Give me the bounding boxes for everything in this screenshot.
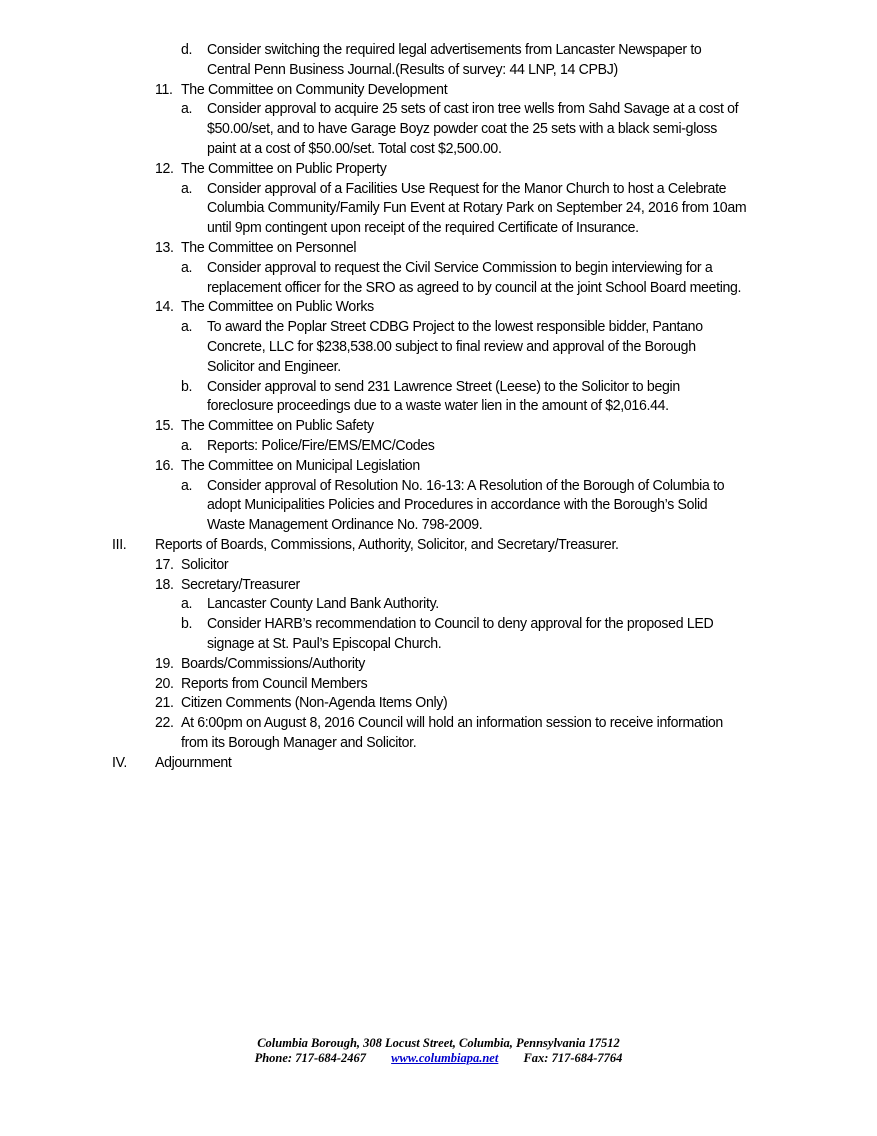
agenda-item-marker: 20. (154, 674, 174, 692)
agenda-item-text (207, 179, 746, 238)
agenda-item-text (207, 317, 703, 376)
agenda-item-line: Secretary/Treasurer (180, 575, 300, 593)
agenda-item-text (207, 40, 701, 80)
agenda-item-line: The Committee on Public Safety (180, 417, 374, 435)
agenda-item-text (181, 238, 356, 258)
agenda-item-text (181, 693, 447, 713)
agenda-item-line: Consider HARB’s recommendation to Council to deny approval for the proposed LED (206, 615, 714, 633)
agenda-item-text (181, 555, 228, 575)
agenda-item-marker: b. (180, 377, 193, 395)
agenda-item-line: Adjournment (154, 753, 232, 771)
agenda-item-line: Solicitor and Engineer. (206, 357, 341, 375)
agenda-item-marker: 18. (154, 575, 174, 593)
agenda-item-text (181, 713, 723, 753)
agenda-item-marker: 13. (154, 239, 174, 256)
agenda-item-marker: III. (111, 536, 127, 553)
agenda-item-marker: 21. (154, 694, 174, 712)
agenda-item-text (207, 614, 713, 654)
agenda-item-marker: a. (180, 595, 193, 613)
agenda-item-line: Reports: Police/Fire/EMS/EMC/Codes (206, 437, 435, 454)
agenda-item-line: Reports of Boards, Commissions, Authority, Solicitor, and Secretary/Treasurer. (154, 536, 619, 553)
agenda-item-line: Consider approval of Resolution No. 16-13: A Resolution of the Borough of Columbia to (206, 476, 725, 494)
agenda-item-line: At 6:00pm on August 8, 2016 Council will hold an information session to receive information (180, 714, 723, 732)
agenda-item-line: foreclosure proceedings due to a waste water lien in the amount of $2,016.44. (206, 397, 669, 415)
footer-contact (0, 1051, 877, 1066)
agenda-item-text (181, 654, 365, 674)
agenda-item-line: Boards/Commissions/Authority (180, 654, 365, 672)
agenda-item-line: Consider approval of a Facilities Use Request for the Manor Church to host a Celebrate (206, 179, 727, 197)
agenda-item-line: from its Borough Manager and Solicitor. (180, 733, 417, 751)
agenda-item-marker: a. (180, 437, 193, 454)
agenda-item-line: The Committee on Municipal Legislation (180, 456, 420, 474)
agenda-item-line: To award the Poplar Street CDBG Project to the lowest responsible bidder, Pantano (206, 318, 703, 336)
agenda-item-marker: a. (180, 476, 193, 494)
agenda-item-line: $50.00/set, and to have Garage Boyz powder coat the 25 sets with a black semi-gloss (206, 120, 718, 138)
footer-phone: Phone: 717-684-2467 (254, 1051, 367, 1065)
agenda-item-line: Consider switching the required legal advertisements from Lancaster Newspaper to (206, 41, 702, 58)
agenda-item-marker: a. (180, 258, 193, 276)
agenda-item-line: Consider approval to send 231 Lawrence Street (Leese) to the Solicitor to begin (206, 377, 680, 395)
agenda-item-text (155, 753, 232, 773)
agenda-item-line: Consider approval to acquire 25 sets of cast iron tree wells from Sahd Savage at a cost of (206, 100, 739, 118)
agenda-item-line: paint at a cost of $50.00/set. Total cost $2,500.00. (206, 139, 502, 157)
agenda-item-marker: 15. (154, 417, 174, 435)
agenda-item-text (181, 297, 374, 317)
footer-fax: Fax: 717-684-7764 (523, 1051, 623, 1065)
agenda-item-line: The Committee on Personnel (180, 239, 357, 256)
agenda-item-text (155, 535, 619, 555)
agenda-item-text (181, 456, 420, 476)
agenda-item-marker: 22. (154, 714, 174, 732)
agenda-item-line: Consider approval to request the Civil Service Commission to begin interviewing for a (206, 258, 713, 276)
agenda-item-marker: 16. (154, 456, 174, 474)
agenda-item-text (181, 80, 447, 100)
agenda-item-marker: a. (180, 100, 193, 118)
agenda-item-marker: d. (180, 41, 193, 58)
agenda-item-line: Waste Management Ordinance No. 798-2009. (206, 516, 483, 534)
footer-address-text: Columbia Borough, 308 Locust Street, Columbia, Pennsylvania 17512 (257, 1036, 620, 1050)
agenda-item-marker: 12. (154, 159, 174, 177)
agenda-item-marker: a. (180, 318, 193, 336)
agenda-item-line: The Committee on Community Development (180, 80, 448, 98)
agenda-item-line: until 9pm contingent upon receipt of the required Certificate of Insurance. (206, 219, 639, 237)
agenda-item-line: adopt Municipalities Policies and Procedures in accordance with the Borough’s Solid (206, 496, 708, 514)
agenda-item-line: Solicitor (180, 555, 229, 573)
agenda-item-text (181, 575, 300, 595)
agenda-item-line: Central Penn Business Journal.(Results of survey: 44 LNP, 14 CPBJ) (206, 60, 618, 78)
agenda-item-marker: IV. (111, 753, 127, 771)
agenda-item-text (181, 674, 367, 694)
agenda-item-line: Citizen Comments (Non-Agenda Items Only) (180, 694, 448, 712)
agenda-item-line: The Committee on Public Property (180, 159, 387, 177)
footer-address (0, 1036, 877, 1051)
agenda-item-text (181, 159, 386, 179)
agenda-item-text (207, 594, 439, 614)
agenda-item-text (207, 258, 741, 298)
agenda-item-marker: 14. (154, 298, 174, 316)
agenda-item-text (207, 436, 435, 456)
agenda-item-line: The Committee on Public Works (180, 298, 374, 316)
agenda-item-line: Concrete, LLC for $238,538.00 subject to final review and approval of the Borough (206, 337, 696, 355)
agenda-item-line: Reports from Council Members (180, 674, 368, 692)
agenda-item-text (207, 377, 680, 417)
footer-website-link[interactable]: www.columbiapa.net (391, 1051, 499, 1065)
agenda-item-line: signage at St. Paul’s Episcopal Church. (206, 634, 442, 652)
agenda-item-marker: 19. (154, 654, 174, 672)
agenda-item-text (181, 416, 374, 436)
agenda-item-marker: 11. (154, 80, 173, 98)
agenda-item-marker: a. (180, 179, 193, 197)
agenda-item-line: Lancaster County Land Bank Authority. (206, 595, 439, 613)
agenda-item-line: Columbia Community/Family Fun Event at Rotary Park on September 24, 2016 from 10am (206, 199, 747, 217)
agenda-item-text (207, 476, 724, 535)
agenda-item-line: replacement officer for the SRO as agreed to by council at the joint School Board meeting. (206, 278, 742, 296)
agenda-item-text (207, 99, 738, 158)
agenda-item-marker: 17. (154, 555, 174, 573)
agenda-item-marker: b. (180, 615, 193, 633)
